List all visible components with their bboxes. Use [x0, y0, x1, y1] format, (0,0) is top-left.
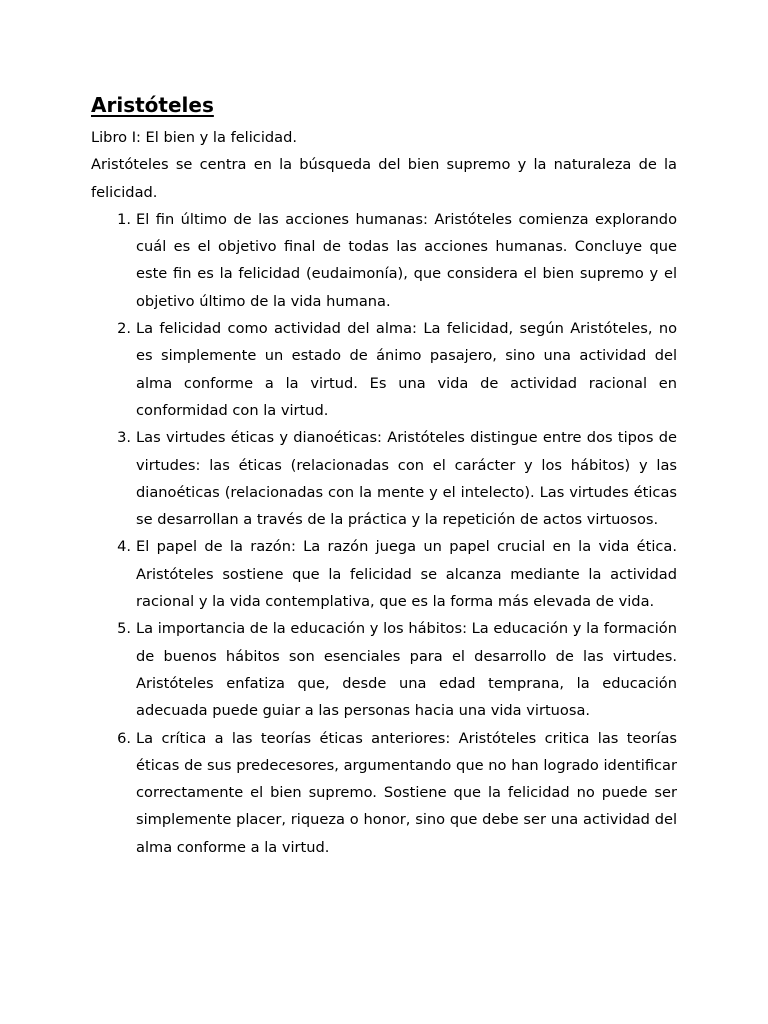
list-item-text: La importancia de la educación y los hábitos: La educación y la formación de buenos hábitos son esenciales para el desarrollo de las virtudes. Aristóteles enfatiza que, desde una edad temprana, la educación adecuada puede guiar a las personas hacia una vida virtuosa. [136, 620, 677, 720]
list-item-number: 5. [117, 620, 131, 638]
list-item-text: Las virtudes éticas y dianoéticas: Aristóteles distingue entre dos tipos de virtudes: las éticas (relacionadas con el carácter y los hábitos) y las dianoéticas (relacionadas con la mente y el intelecto). Las virtudes éticas se desarrollan a través de la práctica y la repetición de actos virtuosos. [136, 429, 677, 529]
list-item [91, 533, 677, 615]
list-item-number: 1. [117, 210, 131, 228]
list-item-text: La felicidad como actividad del alma: La felicidad, según Aristóteles, no es simplemente un estado de ánimo pasajero, sino una actividad del alma conforme a la virtud. Es una vida de actividad racional en conformidad con la virtud. [136, 320, 677, 419]
list-item [91, 206, 677, 315]
list-item-text: La crítica a las teorías éticas anteriores: Aristóteles critica las teorías éticas de sus predecesores, argumentando que no han logrado identificar correctamente el bien supremo. Sostiene que la felicidad no puede ser simplemente placer, riqueza o honor, sino que debe ser una actividad del alma conforme a la virtud. [136, 729, 677, 856]
list-item-number: 3. [117, 429, 131, 447]
list-item [91, 315, 677, 424]
list-item [91, 615, 677, 724]
list-item-number: 2. [117, 320, 131, 338]
document-title: Aristóteles [91, 93, 214, 117]
list-item-number: 4. [117, 538, 131, 556]
list-item [91, 424, 677, 533]
list-item-text: El papel de la razón: La razón juega un papel crucial en la vida ética. Aristóteles sostiene que la felicidad se alcanza mediante la actividad racional y la vida contemplativa, que es la forma más elevada de vida. [136, 538, 677, 611]
list-item-text: El fin último de las acciones humanas: Aristóteles comienza explorando cuál es el objetivo final de todas las acciones humanas. Concluye que este fin es la felicidad (eudaimonía), que considera el bien supremo y el objetivo último de la vida humana. [136, 210, 677, 310]
numbered-list [91, 206, 677, 861]
list-item [91, 725, 677, 861]
document-subtitle: Libro I: El bien y la felicidad. [91, 129, 297, 146]
document-intro: Aristóteles se centra en la búsqueda del bien supremo y la naturaleza de la felicidad. [91, 156, 677, 201]
list-item-number: 6. [117, 729, 131, 747]
